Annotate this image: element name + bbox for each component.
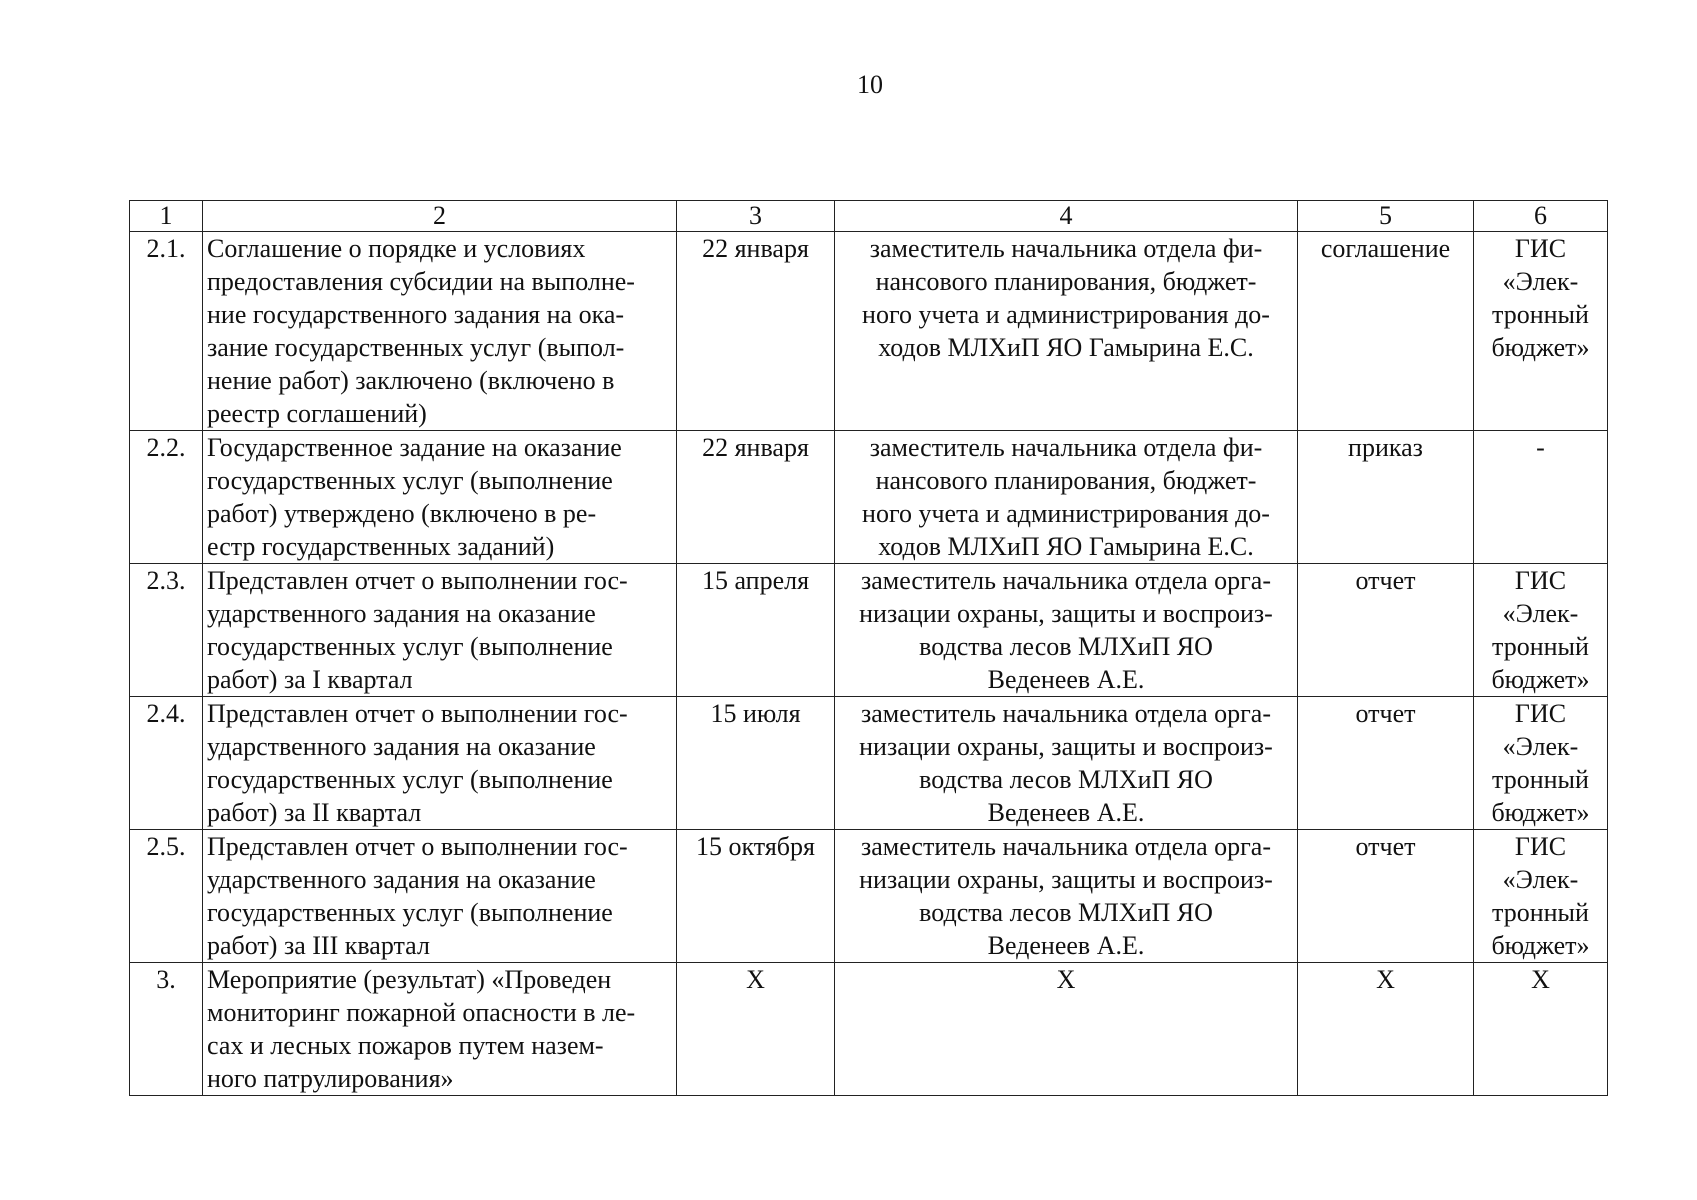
row-responsible: заместитель начальника отдела орга- низации охраны, защиты и воспроиз- водства лесов МЛХиП ЯО Веденеев А.Е. xyxy=(835,830,1298,963)
row-number: 2.3. xyxy=(130,564,203,697)
table-row xyxy=(130,830,1608,963)
row-number: 2.5. xyxy=(130,830,203,963)
row-description: Представлен отчет о выполнении гос- ударственного задания на оказание государственных услуг (выполнение работ) за III квартал xyxy=(203,830,677,963)
table-header-row xyxy=(130,201,1608,232)
row-description: Соглашение о порядке и условиях предоставления субсидии на выполне- ние государственного задания на ока- зание государственных услуг (выпол- нение работ) заключено (включено в реестр соглашений) xyxy=(203,232,677,431)
row-document: отчет xyxy=(1298,830,1474,963)
row-document: Х xyxy=(1298,963,1474,1096)
row-number: 3. xyxy=(130,963,203,1096)
row-number: 2.1. xyxy=(130,232,203,431)
row-responsible: заместитель начальника отдела фи- нансового планирования, бюджет- ного учета и администрирования до- ходов МЛХиП ЯО Гамырина Е.С. xyxy=(835,431,1298,564)
row-responsible: Х xyxy=(835,963,1298,1096)
column-header: 6 xyxy=(1474,201,1608,232)
row-system: - xyxy=(1474,431,1608,564)
column-header: 3 xyxy=(677,201,835,232)
page-number: 10 xyxy=(857,70,883,99)
row-date: 15 октября xyxy=(677,830,835,963)
row-responsible: заместитель начальника отдела орга- низации охраны, защиты и воспроиз- водства лесов МЛХиП ЯО Веденеев А.Е. xyxy=(835,564,1298,697)
events-table xyxy=(129,200,1608,1096)
row-document: приказ xyxy=(1298,431,1474,564)
row-system: ГИС «Элек- тронный бюджет» xyxy=(1474,564,1608,697)
row-system: Х xyxy=(1474,963,1608,1096)
row-date: 22 января xyxy=(677,431,835,564)
row-responsible: заместитель начальника отдела фи- нансового планирования, бюджет- ного учета и администрирования до- ходов МЛХиП ЯО Гамырина Е.С. xyxy=(835,232,1298,431)
column-header: 2 xyxy=(203,201,677,232)
row-date: 22 января xyxy=(677,232,835,431)
row-description: Представлен отчет о выполнении гос- ударственного задания на оказание государственных услуг (выполнение работ) за II квартал xyxy=(203,697,677,830)
row-description: Мероприятие (результат) «Проведен мониторинг пожарной опасности в ле- сах и лесных пожаров путем назем- ного патрулирования» xyxy=(203,963,677,1096)
table-row xyxy=(130,431,1608,564)
column-header: 1 xyxy=(130,201,203,232)
row-responsible: заместитель начальника отдела орга- низации охраны, защиты и воспроиз- водства лесов МЛХиП ЯО Веденеев А.Е. xyxy=(835,697,1298,830)
row-number: 2.4. xyxy=(130,697,203,830)
row-number: 2.2. xyxy=(130,431,203,564)
table-row xyxy=(130,232,1608,431)
row-document: отчет xyxy=(1298,697,1474,830)
row-date: 15 июля xyxy=(677,697,835,830)
row-system: ГИС «Элек- тронный бюджет» xyxy=(1474,830,1608,963)
table-row xyxy=(130,963,1608,1096)
row-date: Х xyxy=(677,963,835,1096)
row-document: отчет xyxy=(1298,564,1474,697)
row-system: ГИС «Элек- тронный бюджет» xyxy=(1474,697,1608,830)
row-description: Государственное задание на оказание государственных услуг (выполнение работ) утверждено (включено в ре- естр государственных заданий) xyxy=(203,431,677,564)
row-date: 15 апреля xyxy=(677,564,835,697)
row-description: Представлен отчет о выполнении гос- ударственного задания на оказание государственных услуг (выполнение работ) за I квартал xyxy=(203,564,677,697)
column-header: 5 xyxy=(1298,201,1474,232)
row-document: соглашение xyxy=(1298,232,1474,431)
table-row xyxy=(130,564,1608,697)
column-header: 4 xyxy=(835,201,1298,232)
table-row xyxy=(130,697,1608,830)
row-system: ГИС «Элек- тронный бюджет» xyxy=(1474,232,1608,431)
